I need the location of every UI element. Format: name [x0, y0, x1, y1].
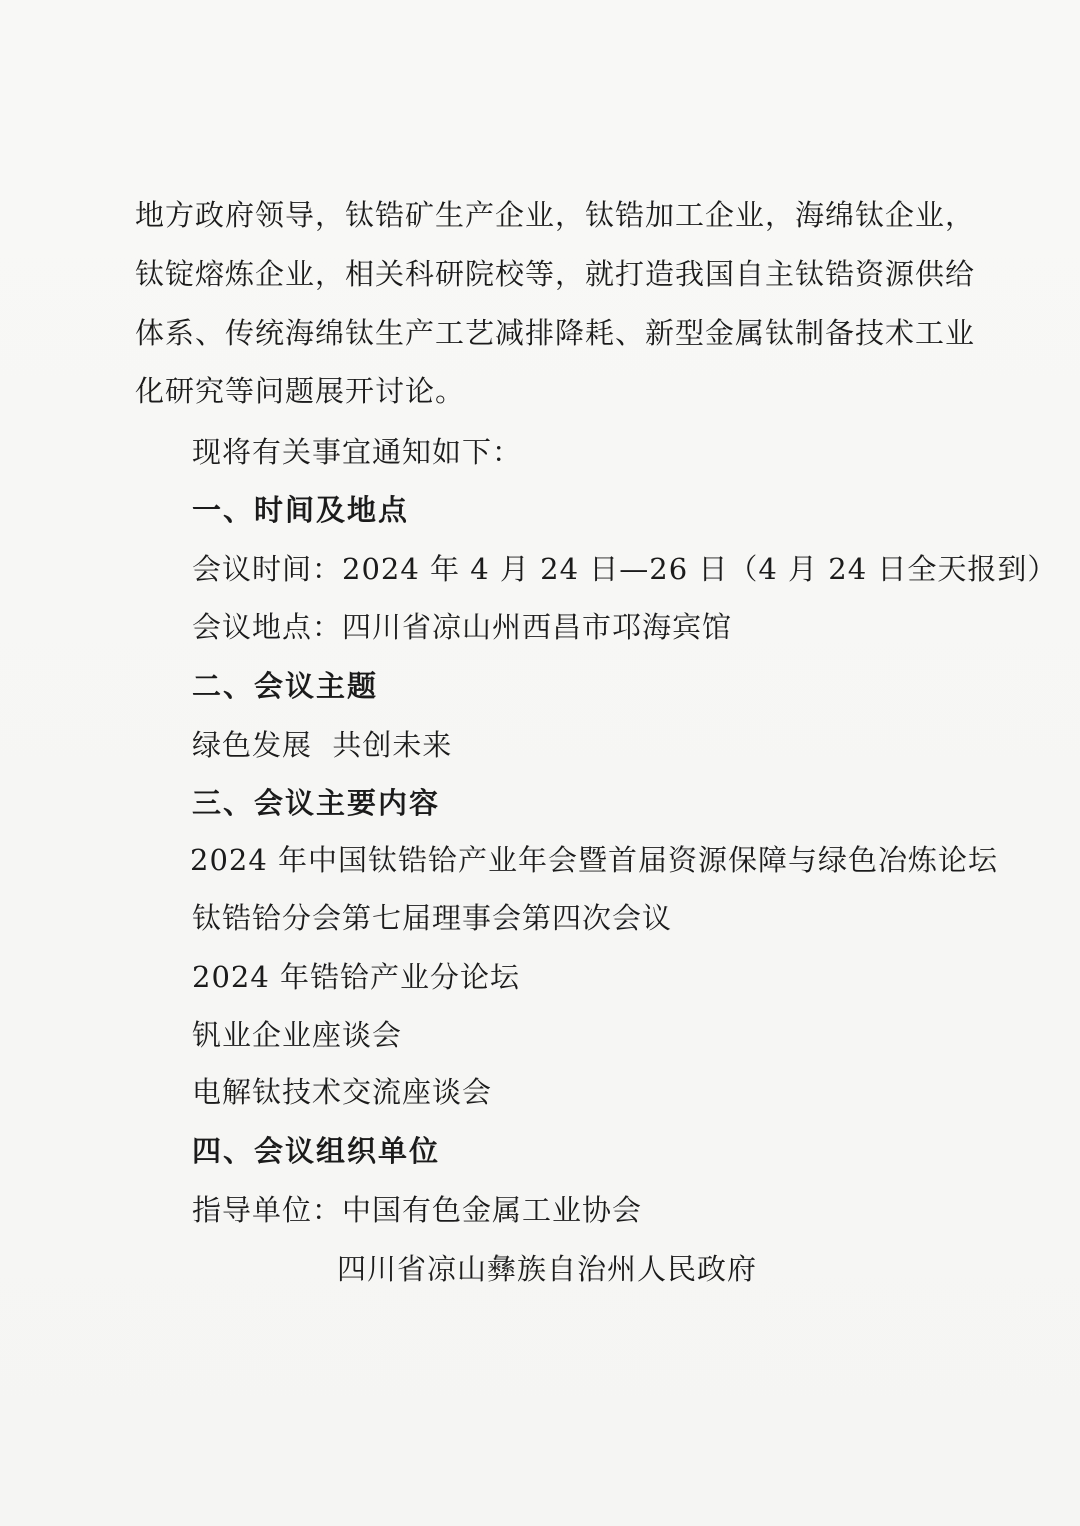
section-3-heading: 三、会议主要内容 [192, 786, 441, 820]
section-2-heading: 二、会议主题 [192, 669, 379, 703]
intro-line-3: 体系、传统海绵钛生产工艺减排降耗、新型金属钛制备技术工业 [135, 316, 976, 350]
meeting-time: 会议时间：2024 年 4 月 24 日—26 日（4 月 24 日全天报到） [192, 552, 1058, 586]
content-item-2: 钛锆铪分会第七届理事会第四次会议 [192, 901, 673, 935]
content-item-1: 2024 年中国钛锆铪产业年会暨首届资源保障与绿色冶炼论坛 [190, 843, 999, 877]
content-item-3: 2024 年锆铪产业分论坛 [192, 960, 521, 994]
intro-line-4: 化研究等问题展开讨论。 [135, 374, 466, 408]
meeting-theme: 绿色发展 共创未来 [192, 728, 453, 762]
content-item-4: 钒业企业座谈会 [192, 1018, 403, 1052]
guide-unit-second: 四川省凉山彝族自治州人民政府 [337, 1252, 758, 1286]
section-1-heading: 一、时间及地点 [192, 493, 410, 527]
guide-unit: 指导单位：中国有色金属工业协会 [192, 1193, 643, 1227]
meeting-place: 会议地点：四川省凉山州西昌市邛海宾馆 [192, 610, 733, 644]
intro-line-2: 钛锭熔炼企业，相关科研院校等，就打造我国自主钛锆资源供给 [135, 257, 976, 291]
section-4-heading: 四、会议组织单位 [192, 1134, 441, 1168]
notice-text: 现将有关事宜通知如下： [192, 435, 523, 469]
intro-line-1: 地方政府领导，钛锆矿生产企业，钛锆加工企业，海绵钛企业， [135, 198, 976, 232]
content-item-5: 电解钛技术交流座谈会 [192, 1075, 493, 1109]
